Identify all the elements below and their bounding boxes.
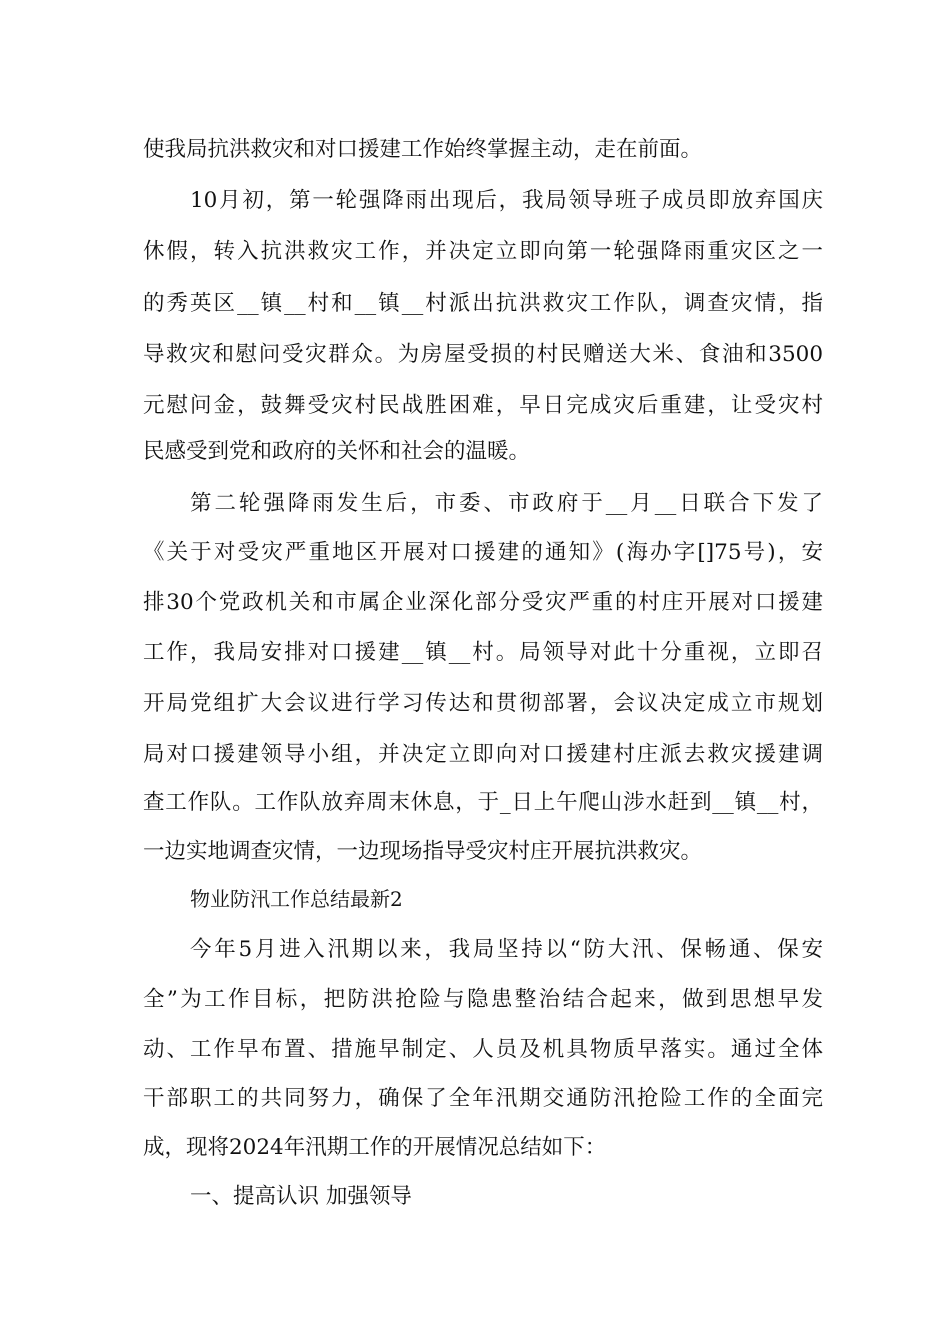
text-line: 干部职工的共同努力，确保了全年汛期交通防汛抢险工作的全面完 <box>143 1086 823 1111</box>
text-line: 10月初，第一轮强降雨出现后，我局领导班子成员即放弃国庆 <box>190 188 823 213</box>
text-line: 的秀英区__镇__村和__镇__村派出抗洪救灾工作队，调查灾情，指 <box>143 291 823 316</box>
text-line: 《关于对受灾严重地区开展对口援建的通知》(海办字[]75号)，安 <box>143 540 823 565</box>
text-line: 全”为工作目标，把防洪抢险与隐患整治结合起来，做到思想早发 <box>143 987 823 1012</box>
text-line: 排30个党政机关和市属企业深化部分受灾严重的村庄开展对口援建 <box>143 590 823 615</box>
text-line: 开局党组扩大会议进行学习传达和贯彻部署，会议决定成立市规划 <box>143 691 823 716</box>
text-line: 使我局抗洪救灾和对口援建工作始终掌握主动，走在前面。 <box>143 137 703 162</box>
text-line: 导救灾和慰问受灾群众。为房屋受损的村民赠送大米、食油和3500 <box>143 342 823 367</box>
text-line: 查工作队。工作队放弃周末休息，于_日上午爬山涉水赶到__镇__村， <box>143 790 823 815</box>
text-line: 民感受到党和政府的关怀和社会的温暖。 <box>143 439 531 464</box>
text-line: 局对口援建领导小组，并决定立即向对口援建村庄派去救灾援建调 <box>143 742 823 767</box>
text-line: 元慰问金，鼓舞受灾村民战胜困难，早日完成灾后重建，让受灾村 <box>143 393 823 418</box>
text-line: 第二轮强降雨发生后，市委、市政府于__月__日联合下发了 <box>190 491 823 516</box>
text-line: 休假，转入抗洪救灾工作，并决定立即向第一轮强降雨重灾区之一 <box>143 239 823 264</box>
text-line: 动、工作早布置、措施早制定、人员及机具物质早落实。通过全体 <box>143 1037 823 1062</box>
section-heading: 一、提高认识 加强领导 <box>190 1184 412 1209</box>
text-line: 成，现将2024年汛期工作的开展情况总结如下： <box>143 1135 607 1160</box>
text-line: 今年5月进入汛期以来，我局坚持以“防大汛、保畅通、保安 <box>190 937 823 962</box>
section-heading: 物业防汛工作总结最新2 <box>190 887 403 911</box>
text-line: 一边实地调查灾情，一边现场指导受灾村庄开展抗洪救灾。 <box>143 839 703 864</box>
text-line: 工作，我局安排对口援建__镇__村。局领导对此十分重视，立即召 <box>143 640 823 665</box>
